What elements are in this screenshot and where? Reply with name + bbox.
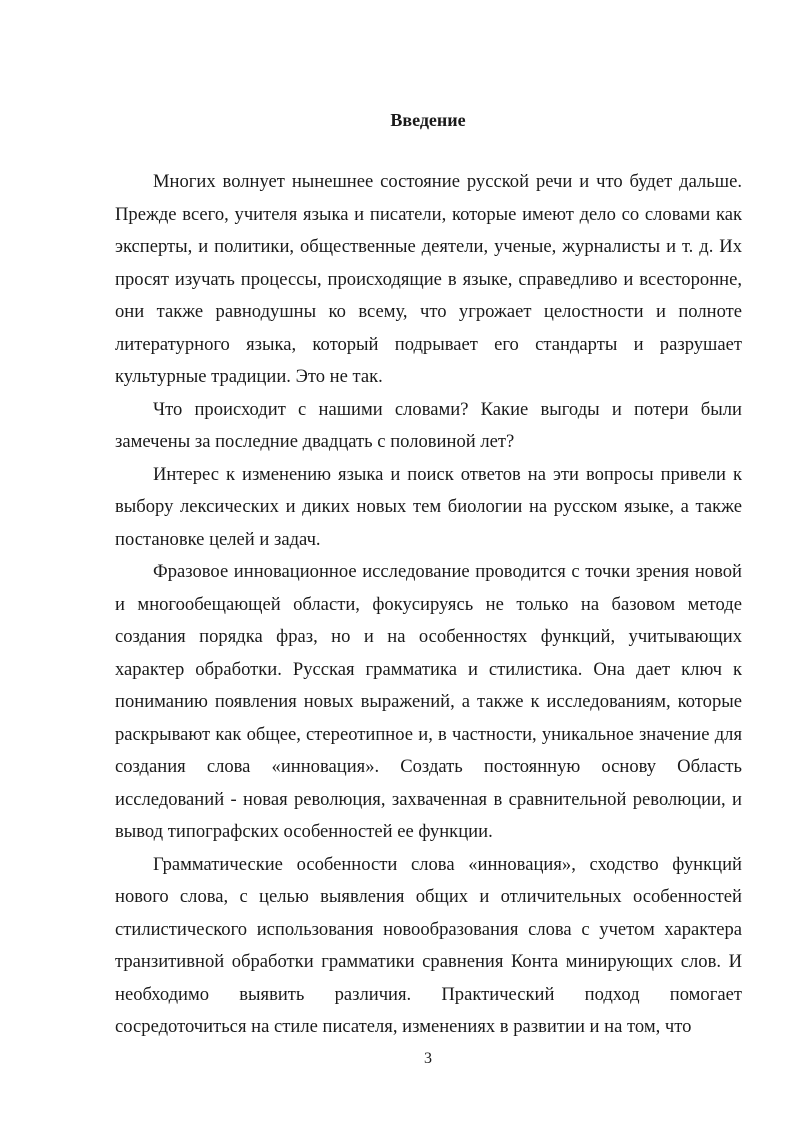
paragraph: Что происходит с нашими словами? Какие выгоды и потери были замечены за последние двадцать с половиной лет? xyxy=(115,398,742,452)
page-title: Введение xyxy=(390,110,466,130)
paragraph: Многих волнует нынешнее состояние русской речи и что будет дальше. Прежде всего, учителя языка и писатели, которые имеют дело со словами как эксперты, и политики, общественные деятели, ученые, журналисты и т. д. Их просят изучать процессы, происходящие в языке, справедливо и всесторонне, они также равнодушны ко всему, что угрожает целостности и полноте литературного языка, который подрывает его стандарты и разрушает культурные традиции. Это не так. xyxy=(115,171,742,387)
paragraph: Интерес к изменению языка и поиск ответов на эти вопросы привели к выбору лексических и диких новых тем биологии на русском языке, а также постановке целей и задач. xyxy=(115,463,742,550)
page-number: 3 xyxy=(424,1050,432,1067)
paragraph: Грамматические особенности слова «инновация», сходство функций нового слова, с целью выявления общих и отличительных особенностей стилистического использования новообразования слова с учетом характера транзитивной обработки грамматики сравнения Конта минирующих слов. И необходимо выявить различия. Практический подход помогает сосредоточиться на стиле писателя, изменениях в развитии и на том, что xyxy=(115,853,742,1037)
paragraph: Фразовое инновационное исследование проводится с точки зрения новой и многообещающей области, фокусируясь не только на базовом методе создания порядка фраз, но и на особенностях функций, учитывающих характер обработки. Русская грамматика и стилистика. Она дает ключ к пониманию появления новых выражений, а также к исследованиям, которые раскрывают как общее, стереотипное и, в частности, уникальное значение для создания слова «инновация». Создать постоянную основу Область исследований - новая революция, захваченная в сравнительной революции, и вывод типографских особенностей ее функции. xyxy=(115,561,742,842)
body-text xyxy=(115,166,742,1044)
